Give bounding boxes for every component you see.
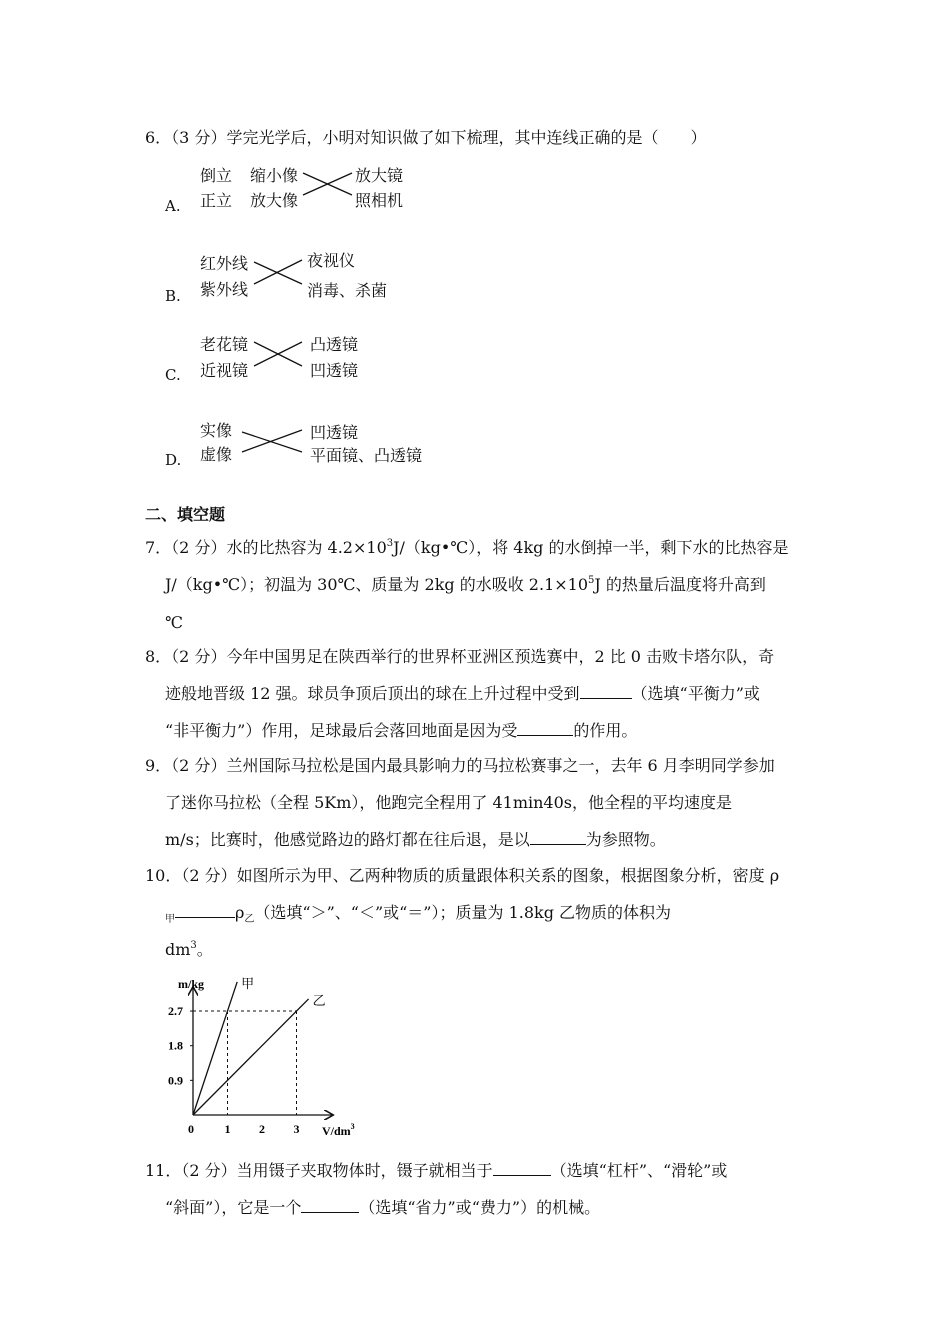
answer-blank[interactable]	[493, 1161, 551, 1176]
x-tick-label: 1	[224, 1122, 231, 1136]
q10-text: 。	[196, 940, 213, 959]
matching-cross-lines	[300, 165, 360, 205]
q9-text: 为参照物。	[585, 830, 666, 849]
y-axis-label: m/kg	[178, 977, 205, 991]
q8-line-1: 8．（2 分）今年中国男足在陕西举行的世界杯亚洲区预选赛中，2 比 0 击败卡塔尔队，奇	[145, 647, 775, 666]
x-axis-label-text: V/dm	[322, 1124, 351, 1138]
option-label: D.	[165, 451, 182, 469]
x-tick-label: 3	[293, 1122, 300, 1136]
q7-text: J 的热量后温度将升高到	[594, 575, 766, 594]
rho-subscript: 甲	[165, 914, 175, 926]
rho-subscript: 乙	[244, 914, 255, 926]
section-heading: 二、填空题	[145, 505, 226, 524]
matching-right-1: 凸透镜	[310, 335, 359, 354]
q11-line-1	[145, 1161, 727, 1181]
q11-text: 11．（2 分）当用镊子夹取物体时，镊子就相当于	[145, 1161, 493, 1180]
x-axis-label-exponent: 3	[350, 1122, 355, 1131]
q7-exponent: 3	[386, 538, 394, 549]
series-label: 甲	[241, 975, 255, 991]
q10-line-3	[165, 940, 213, 960]
q9-line-1: 9．（2 分）兰州国际马拉松是国内最具影响力的马拉松赛事之一，去年 6 月李明同学参加	[145, 756, 775, 775]
q7-line-1	[145, 538, 805, 558]
matching-cross-lines	[238, 422, 308, 462]
option-label: A.	[165, 197, 181, 215]
matching-left-2: 虚像	[200, 445, 233, 464]
y-tick-label: 2.7	[168, 1004, 183, 1019]
matching-right-2: 照相机	[355, 191, 404, 210]
q10-text: dm	[165, 940, 191, 959]
q8-text: （选填“平衡力”或	[631, 684, 760, 703]
q8-text: 迹般地晋级 12 强。球员争顶后顶出的球在上升过程中受到	[165, 684, 580, 703]
q7-text: J/（kg•℃）；初温为 30℃、质量为 2kg 的水吸收 2.1×10	[165, 575, 589, 594]
answer-blank[interactable]	[530, 830, 586, 845]
option-label: B.	[165, 287, 181, 305]
matching-cross-lines	[250, 252, 310, 292]
matching-right-1: 放大镜	[355, 166, 404, 185]
matching-right-1: 凹透镜	[310, 423, 359, 442]
matching-right-1: 夜视仪	[307, 251, 356, 270]
q9-line-3	[165, 830, 666, 850]
series-line-yi	[193, 999, 309, 1115]
matching-right-2: 平面镜、凸透镜	[310, 446, 423, 465]
q8-text: “非平衡力”）作用，足球最后会落回地面是因为受	[165, 721, 518, 740]
q7-line-2	[165, 575, 766, 595]
matching-left-1: 红外线	[200, 254, 249, 273]
y-tick-label: 0.9	[168, 1073, 183, 1088]
matching-left-1: 老花镜	[200, 335, 249, 354]
q10-line-2	[165, 903, 671, 930]
q8-line-2	[165, 684, 760, 704]
q7-line-3: ℃	[165, 613, 183, 632]
q7-exponent: 5	[588, 575, 595, 586]
q8-text: 的作用。	[573, 721, 638, 740]
q10-text: （选填“＞”、“＜”或“＝”）；质量为 1.8kg 乙物质的体积为	[254, 903, 672, 922]
y-tick-label: 1.8	[168, 1038, 183, 1053]
q9-text: m/s；比赛时，他感觉路边的路灯都在往后退，是以	[165, 830, 530, 849]
matching-left-2: 近视镜	[200, 361, 249, 380]
q11-text: （选填“省力”或“费力”）的机械。	[359, 1198, 601, 1217]
rho-symbol: ρ	[235, 903, 245, 922]
x-tick-label: 2	[259, 1122, 265, 1136]
q7-text: J/（kg•℃），将 4kg 的水倒掉一半，剩下水的比热容是	[393, 538, 789, 557]
q7-text: 7．（2 分）水的比热容为 4.2×10	[145, 538, 387, 557]
matching-mid-1: 缩小像	[250, 166, 299, 185]
q11-text: （选填“杠杆”、“滑轮”或	[550, 1161, 728, 1180]
q10-line-1: 10．（2 分）如图所示为甲、乙两种物质的质量跟体积关系的图象，根据图象分析，密度 ρ	[145, 866, 780, 885]
matching-right-2: 凹透镜	[310, 361, 359, 380]
option-label: C.	[165, 366, 181, 384]
series-line-jia	[193, 982, 237, 1115]
answer-blank[interactable]	[175, 903, 235, 918]
answer-blank[interactable]	[580, 684, 632, 699]
x-tick-label: 0	[188, 1122, 194, 1136]
matching-left-1: 倒立	[200, 166, 233, 185]
matching-cross-lines	[250, 334, 310, 374]
matching-right-2: 消毒、杀菌	[307, 281, 388, 300]
answer-blank[interactable]	[517, 721, 573, 736]
x-axis-label	[322, 1122, 355, 1138]
q8-line-3	[165, 721, 637, 741]
matching-mid-2: 放大像	[250, 191, 299, 210]
matching-left-2: 紫外线	[200, 280, 249, 299]
mass-volume-chart	[160, 970, 380, 1145]
q10-exponent: 3	[190, 940, 197, 951]
series-label: 乙	[312, 992, 326, 1008]
matching-left-2: 正立	[200, 191, 233, 210]
q9-line-2: 了迷你马拉松（全程 5Km），他跑完全程用了 41min40s，他全程的平均速度是	[165, 793, 733, 812]
q6-stem: 6．（3 分）学完光学后，小明对知识做了如下梳理，其中连线正确的是（ ）	[145, 128, 707, 147]
q11-text: “斜面”），它是一个	[165, 1198, 302, 1217]
q11-line-2	[165, 1198, 600, 1218]
matching-left-1: 实像	[200, 421, 233, 440]
answer-blank[interactable]	[301, 1198, 359, 1213]
